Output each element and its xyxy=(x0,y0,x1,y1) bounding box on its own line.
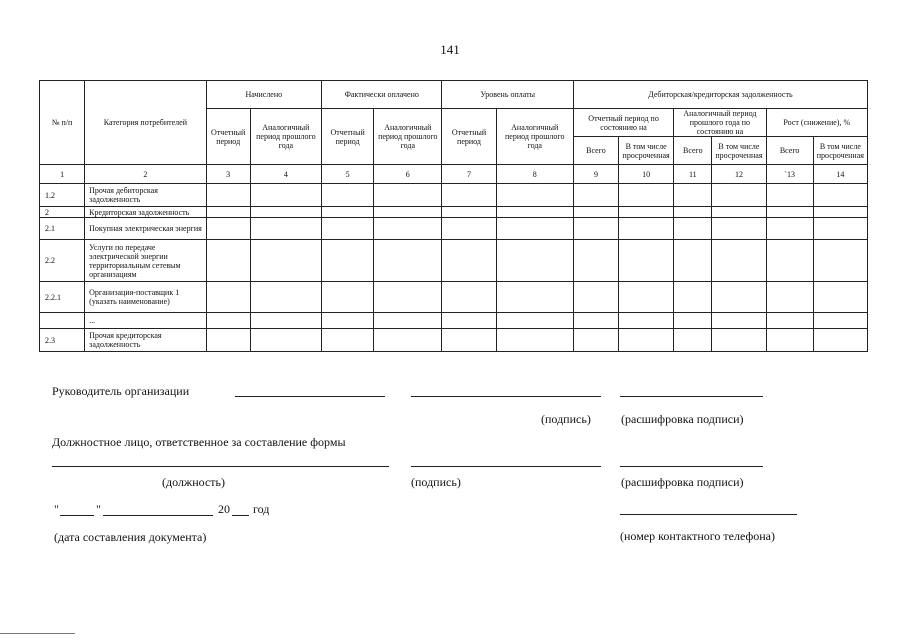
header-paid-prev: Аналогичный период прошлого года xyxy=(374,109,442,165)
date-year-line xyxy=(232,515,249,516)
table-row xyxy=(40,207,868,218)
header-paid-report: Отчетный период xyxy=(322,109,374,165)
table-row xyxy=(40,240,868,282)
row-code: 1.2 xyxy=(40,184,85,207)
column-number: 3 xyxy=(206,165,250,184)
row-category: Прочая кредиторская задолженность xyxy=(85,329,206,352)
date-year-suffix: год xyxy=(253,502,270,516)
header-payment-level: Уровень оплаты xyxy=(442,81,573,109)
page-number: 141 xyxy=(440,42,460,57)
row-category: ... xyxy=(85,313,206,329)
header-accrued-prev: Аналогичный период прошлого года xyxy=(250,109,321,165)
column-number: 5 xyxy=(322,165,374,184)
header-num: № п/п xyxy=(40,81,85,165)
responsible-decoding-caption: (расшифровка подписи) xyxy=(621,475,744,489)
row-code xyxy=(40,313,85,329)
header-overdue: В том числе просроченная xyxy=(712,137,766,165)
row-category: Прочая дебиторская задолженность xyxy=(85,184,206,207)
table-row xyxy=(40,282,868,313)
row-code: 2.2.1 xyxy=(40,282,85,313)
responsible-signature-line xyxy=(411,466,601,467)
column-number: 11 xyxy=(674,165,712,184)
row-category: Организация-поставщик 1 (указать наименование) xyxy=(85,282,206,313)
row-code: 2.1 xyxy=(40,218,85,240)
table-row xyxy=(40,184,868,207)
row-code: 2.3 xyxy=(40,329,85,352)
responsible-person-label: Должностное лицо, ответственное за составление формы xyxy=(52,435,346,449)
header-growth: Рост (снижение), % xyxy=(766,109,867,137)
row-category: Покупная электрическая энергия xyxy=(85,218,206,240)
header-paid: Фактически оплачено xyxy=(322,81,442,109)
header-total: Всего xyxy=(766,137,813,165)
column-number-row xyxy=(40,165,868,184)
date-quote-close: " xyxy=(96,502,101,516)
document-date-caption: (дата составления документа) xyxy=(54,530,207,544)
column-number: 2 xyxy=(85,165,206,184)
table-row xyxy=(40,218,868,240)
column-number: 10 xyxy=(619,165,674,184)
phone-line xyxy=(620,514,797,515)
column-number: 7 xyxy=(442,165,496,184)
column-number: 14 xyxy=(813,165,867,184)
row-code: 2 xyxy=(40,207,85,218)
column-number: 4 xyxy=(250,165,321,184)
column-number: 1 xyxy=(40,165,85,184)
head-decoding-caption: (расшифровка подписи) xyxy=(621,412,744,426)
head-position-line xyxy=(235,396,385,397)
column-number: 8 xyxy=(496,165,573,184)
debt-report-table xyxy=(39,80,868,352)
date-month-line xyxy=(103,515,213,516)
column-number: 12 xyxy=(712,165,766,184)
header-accrued-report: Отчетный период xyxy=(206,109,250,165)
date-year-prefix: 20 xyxy=(218,502,230,516)
head-signature-caption: (подпись) xyxy=(541,412,591,426)
row-code: 2.2 xyxy=(40,240,85,282)
column-number: 9 xyxy=(573,165,618,184)
row-category: Кредиторская задолженность xyxy=(85,207,206,218)
responsible-decoding-line xyxy=(620,466,763,467)
header-overdue: В том числе просроченная xyxy=(619,137,674,165)
responsible-position-line xyxy=(52,466,389,467)
header-category: Категория потребителей xyxy=(85,81,206,165)
header-accrued: Начислено xyxy=(206,81,321,109)
responsible-signature-caption: (подпись) xyxy=(411,475,461,489)
head-signature-line xyxy=(411,396,601,397)
header-debt-report: Отчетный период по состоянию на xyxy=(573,109,673,137)
header-overdue: В том числе просроченная xyxy=(813,137,867,165)
header-total: Всего xyxy=(674,137,712,165)
row-category: Услуги по передаче электрической энергии территориальным сетевым организациям xyxy=(85,240,206,282)
header-debt-prev: Аналогичный период прошлого года по состоянию на xyxy=(674,109,766,137)
date-day-line xyxy=(60,515,94,516)
header-level-prev: Аналогичный период прошлого года xyxy=(496,109,573,165)
head-of-org-label: Руководитель организации xyxy=(52,384,190,398)
column-number: `13 xyxy=(766,165,813,184)
table-row xyxy=(40,329,868,352)
column-number: 6 xyxy=(374,165,442,184)
header-total: Всего xyxy=(573,137,618,165)
header-level-report: Отчетный период xyxy=(442,109,496,165)
header-debt: Дебиторская/кредиторская задолженность xyxy=(573,81,867,109)
position-caption: (должность) xyxy=(162,475,225,489)
scan-edge-line xyxy=(0,633,75,634)
date-quote-open: " xyxy=(54,502,59,516)
head-decoding-line xyxy=(620,396,763,397)
contact-phone-caption: (номер контактного телефона) xyxy=(620,529,775,543)
table-row xyxy=(40,313,868,329)
